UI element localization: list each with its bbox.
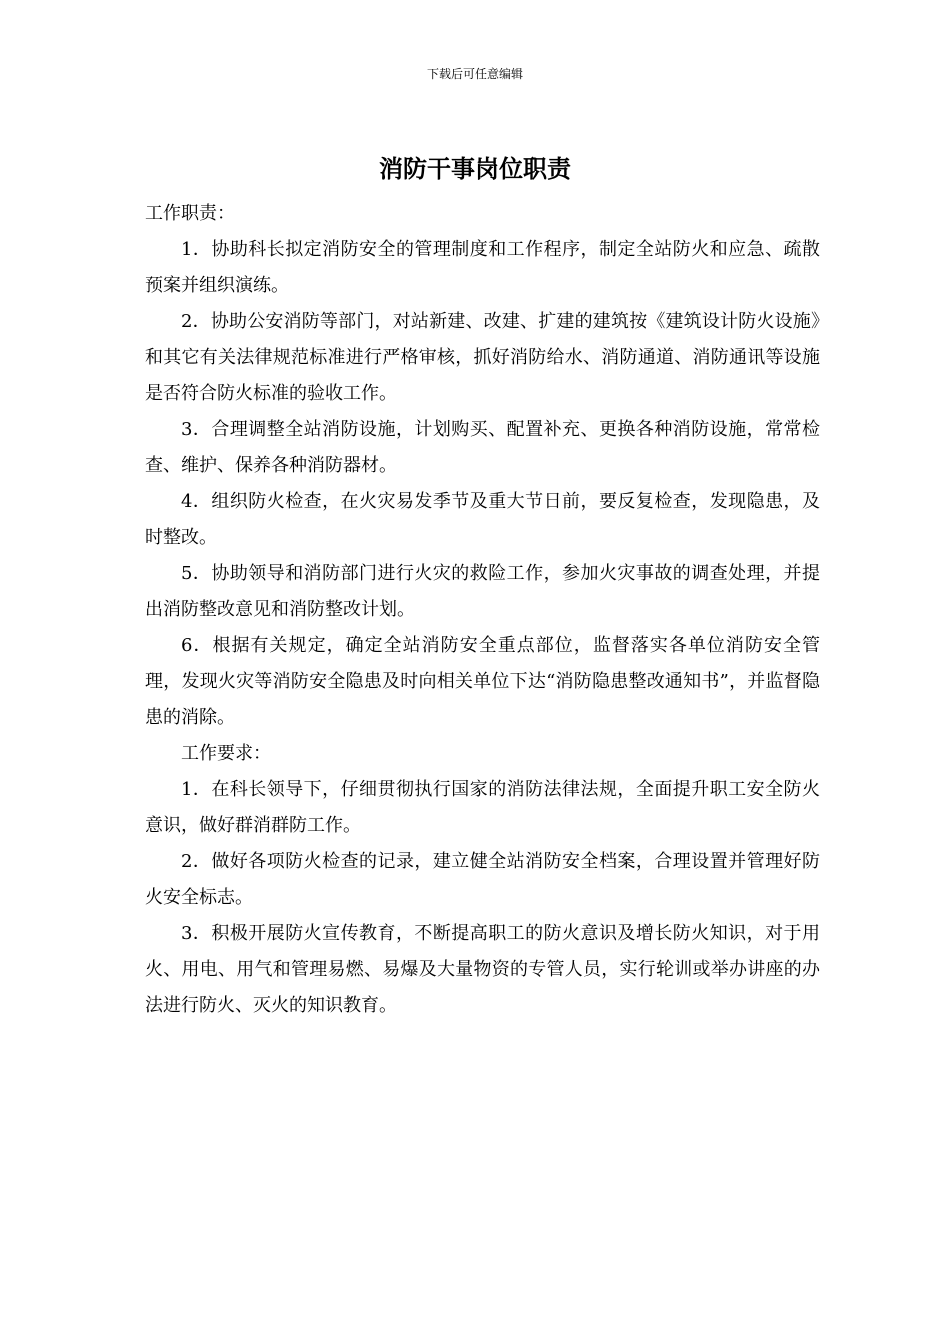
requirement-item-1: 1．在科长领导下，仔细贯彻执行国家的消防法律法规，全面提升职工安全防火意识，做好群消群防工作。 [145, 779, 820, 836]
duty-item-3: 3．合理调整全站消防设施，计划购买、配置补充、更换各种消防设施，常常检查、维护、保养各种消防器材。 [145, 419, 820, 476]
header-note: 下载后可任意编辑 [426, 67, 523, 81]
duty-item-6: 6．根据有关规定，确定全站消防安全重点部位，监督落实各单位消防安全管理，发现火灾等消防安全隐患及时向相关单位下达“消防隐患整改通知书”，并监督隐患的消除。 [145, 635, 820, 728]
requirements-heading: 工作要求： [181, 743, 271, 764]
requirement-item-3: 3．积极开展防火宣传教育，不断提高职工的防火意识及增长防火知识，对于用火、用电、用气和管理易燃、易爆及大量物资的专管人员，实行轮训或举办讲座的办法进行防火、灭火的知识教育。 [145, 923, 820, 1016]
document-title: 消防干事岗位职责 [379, 154, 571, 183]
requirement-item-2: 2．做好各项防火检查的记录，建立健全站消防安全档案，合理设置并管理好防火安全标志。 [145, 851, 820, 908]
duty-item-5: 5．协助领导和消防部门进行火灾的救险工作，参加火灾事故的调查处理，并提出消防整改意见和消防整改计划。 [145, 563, 820, 620]
duty-item-2: 2．协助公安消防等部门，对站新建、改建、扩建的建筑按《建筑设计防火设施》和其它有关法律规范标准进行严格审核，抓好消防给水、消防通道、消防通讯等设施是否符合防火标准的验收工作。 [145, 311, 820, 404]
duty-item-4: 4．组织防火检查，在火灾易发季节及重大节日前，要反复检查，发现隐患，及时整改。 [145, 491, 820, 548]
duty-item-1: 1．协助科长拟定消防安全的管理制度和工作程序，制定全站防火和应急、疏散预案并组织演练。 [145, 239, 820, 296]
document-body [145, 196, 820, 1024]
duties-heading: 工作职责： [145, 203, 235, 224]
